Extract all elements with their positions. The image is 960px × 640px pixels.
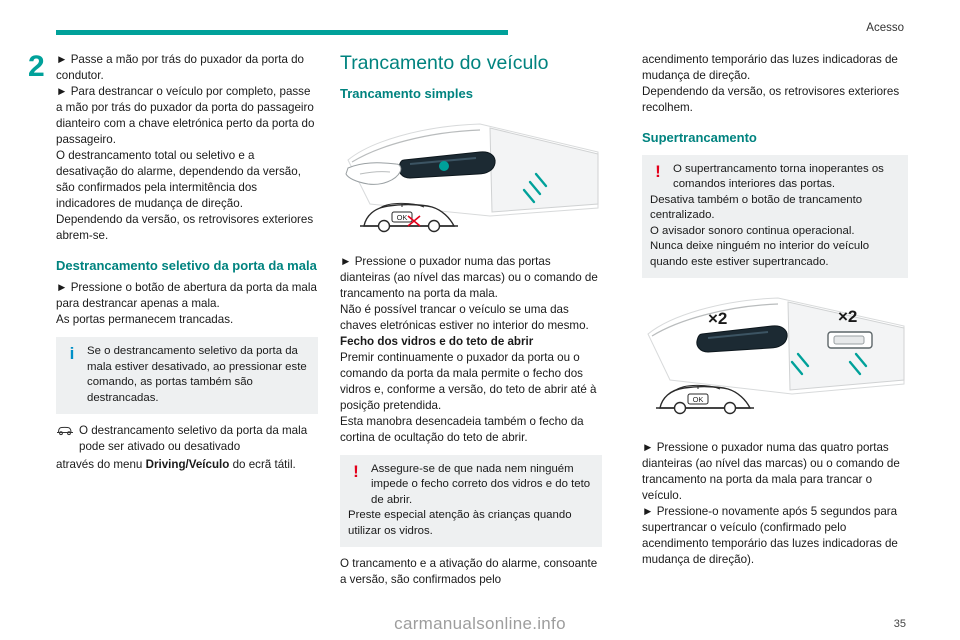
info-note <box>56 337 318 414</box>
info-icon: i <box>69 344 75 364</box>
paragraph-text: acendimento temporário das luzes indicadoras de mudança de direção. <box>642 53 898 82</box>
header-accent-rule <box>56 30 508 35</box>
badge-x2-right: ×2 <box>838 307 858 327</box>
note-text-post: do ecrã tátil. <box>229 458 296 472</box>
paragraph-bullet: ► Pressione o botão de abertura da porta da mala para destrancar apenas a mala. <box>56 281 317 311</box>
paragraph-bullet: ► Para destrancar o veículo por completo, passe a mão por trás do puxador da porta do passageiro dianteiro com a chave eletrónica perto da porta do passageiro. <box>56 84 315 146</box>
page-number: 35 <box>893 618 906 630</box>
note-text: Assegure-se de que nada nem ninguém impede o fecho correto dos vidros e do teto de abrir. <box>371 462 591 506</box>
watermark: carmanualsonline.info <box>394 614 566 633</box>
paragraph-text: Dependendo da versão, os retrovisores exteriores recolhem. <box>642 84 900 114</box>
warning-icon: ! <box>655 161 661 181</box>
vehicle-note <box>56 423 318 473</box>
illustration-superlocking <box>642 288 904 428</box>
page-title: Trancamento do veículo <box>340 52 549 74</box>
illustration-superlocking-svg <box>642 288 908 428</box>
paragraph-text: Premir continuamente o puxador da porta ou o comando da porta da mala permite o fecho dos vidros e, conforme a versão, do teto de abrir até à posição pretendida. <box>340 350 597 412</box>
paragraph-text: Esta manobra desencadeia também o fecho da cortina de ocultação do teto de abrir. <box>340 414 584 444</box>
paragraph-text: Não é possível trancar o veículo se uma das chaves eletrónicas estiver no interior do mesmo. <box>340 302 589 332</box>
note-text-continued: Desativa também o botão de trancamento centralizado. <box>650 193 863 222</box>
subheading-windows-roof: Fecho dos vidros e do teto de abrir <box>340 334 534 348</box>
paragraph-bullet: ► Pressione o puxador numa das quatro portas dianteiras (ao nível das marcas) ou o comando de trancamento na porta da mala para trancar o veículo. <box>642 441 900 502</box>
note-text-continued: Nunca deixe ninguém no interior do veículo quando este estiver supertrancado. <box>650 240 870 268</box>
svg-text:OK: OK <box>692 395 704 405</box>
chapter-number: 2 <box>28 50 45 83</box>
heading-superlocking: Supertrancamento <box>642 129 757 145</box>
paragraph-text: O destrancamento total ou seletivo e a desativação do alarme, dependendo da versão, são confirmados pela intermitência dos indicadores de mudança de direção. <box>56 148 301 210</box>
warning-icon: ! <box>353 461 359 481</box>
paragraph-text: O trancamento e a ativação do alarme, consoante a versão, são confirmados pelo <box>340 557 598 587</box>
note-text-continued: O avisador sonoro continua operacional. <box>650 224 855 237</box>
paragraph-text: As portas permanecem trancadas. <box>56 313 234 327</box>
paragraph-text: Dependendo da versão, os retrovisores exteriores abrem-se. <box>56 212 314 242</box>
note-text-continued <box>56 457 318 473</box>
header-section-label: Acesso <box>866 22 904 34</box>
note-text-continued: Preste especial atenção às crianças quando utilizar os vidros. <box>348 509 572 537</box>
note-text: Se o destrancamento seletivo da porta da mala estiver desativado, ao pressionar este comando, as portas também são destrancadas. <box>87 345 307 404</box>
illustration-simple-lock <box>340 112 602 242</box>
note-text-pre: através do menu <box>56 458 146 472</box>
warning-note <box>642 155 908 279</box>
note-text: O destrancamento seletivo da porta da mala pode ser ativado ou desativado <box>79 424 308 454</box>
column-right <box>642 52 908 568</box>
warning-note <box>340 455 602 548</box>
heading-simple-lock: Trancamento simples <box>340 86 473 102</box>
column-left <box>56 52 318 473</box>
heading-selective-unlock: Destrancamento seletivo da porta da mala <box>56 257 317 273</box>
paragraph-bullet: ► Passe a mão por trás do puxador da porta do condutor. <box>56 53 305 82</box>
column-middle <box>340 52 602 588</box>
note-text: O supertrancamento torna inoperantes os comandos interiores das portas. <box>673 162 884 191</box>
paragraph-bullet: ► Pressione-o novamente após 5 segundos para supertrancar o veículo (confirmado pelo acendimento temporário das luzes indicadoras de mudança de direção). <box>642 504 898 566</box>
car-icon <box>56 423 72 440</box>
paragraph-bullet: ► Pressione o puxador numa das portas dianteiras (ao nível das marcas) ou o comando de trancamento na porta da mala. <box>340 255 598 300</box>
car-icon-glyph <box>56 424 74 436</box>
illustration-simple-lock-svg <box>340 112 602 242</box>
menu-path-label: Driving/Veículo <box>145 458 230 472</box>
badge-x2-left: ×2 <box>708 309 728 329</box>
svg-text:OK: OK <box>396 213 408 223</box>
